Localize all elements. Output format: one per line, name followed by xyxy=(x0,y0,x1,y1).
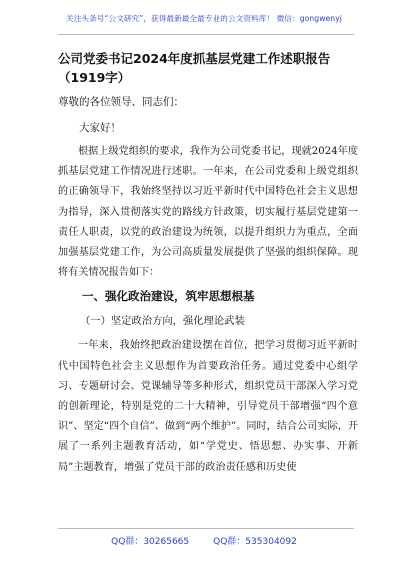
document-title: 公司党委书记2024年度抓基层党建工作述职报告（1919字） xyxy=(58,51,331,85)
greeting: 大家好！ xyxy=(79,122,121,134)
footer-qq-group-2: QQ群：535304092 xyxy=(213,537,297,547)
document-body xyxy=(58,49,358,481)
header-note: 关注头条号“公文研究”，获得最新最全最专业的公文资料库！ 微信：gongwenyj xyxy=(66,14,342,23)
header-divider xyxy=(58,34,354,35)
salutation: 尊敬的各位领导、同志们： xyxy=(58,96,184,108)
subsection-heading: （一）坚定政治方向，强化理论武装 xyxy=(80,315,245,328)
footer-divider xyxy=(58,528,354,529)
section-heading: 一、强化政治建设，筑牢思想根基 xyxy=(82,289,255,304)
footer-qq-group-1: QQ群：30265665 xyxy=(111,537,190,547)
intro-paragraph: 根据上级党组织的要求，我作为公司党委书记，现就2024年度抓基层党建工作情况进行述职。一年来，在公司党委和上级党组织的正确领导下，我始终坚持以习近平新时代中国特色社会主义思想为指导，深入贯彻落实党的路线方针政策，切实履行基层党建第一责任人职责，以党的政治建设为统领，以提升组织力为重点，全面加强基层党建工作，为公司高质量发展提供了坚强的组织保障。现将有关情况报告如下： xyxy=(58,146,358,279)
section-paragraph: 一年来，我始终把政治建设摆在首位，把学习贯彻习近平新时代中国特色社会主义思想作为首要政治任务。通过党委中心组学习、专题研讨会、党课辅导等多种形式，组织党员干部深入学习党的创新理论，特别是党的二十大精神，引导党员干部增强“四个意识”、坚定“四个自信”、做到“两个维护”。同时，结合公司实际，开展了一系列主题教育活动，如“学党史、悟思想、办实事、开新局”主题教育，增强了党员干部的政治责任感和历史使 xyxy=(58,340,358,473)
footer xyxy=(0,534,408,547)
